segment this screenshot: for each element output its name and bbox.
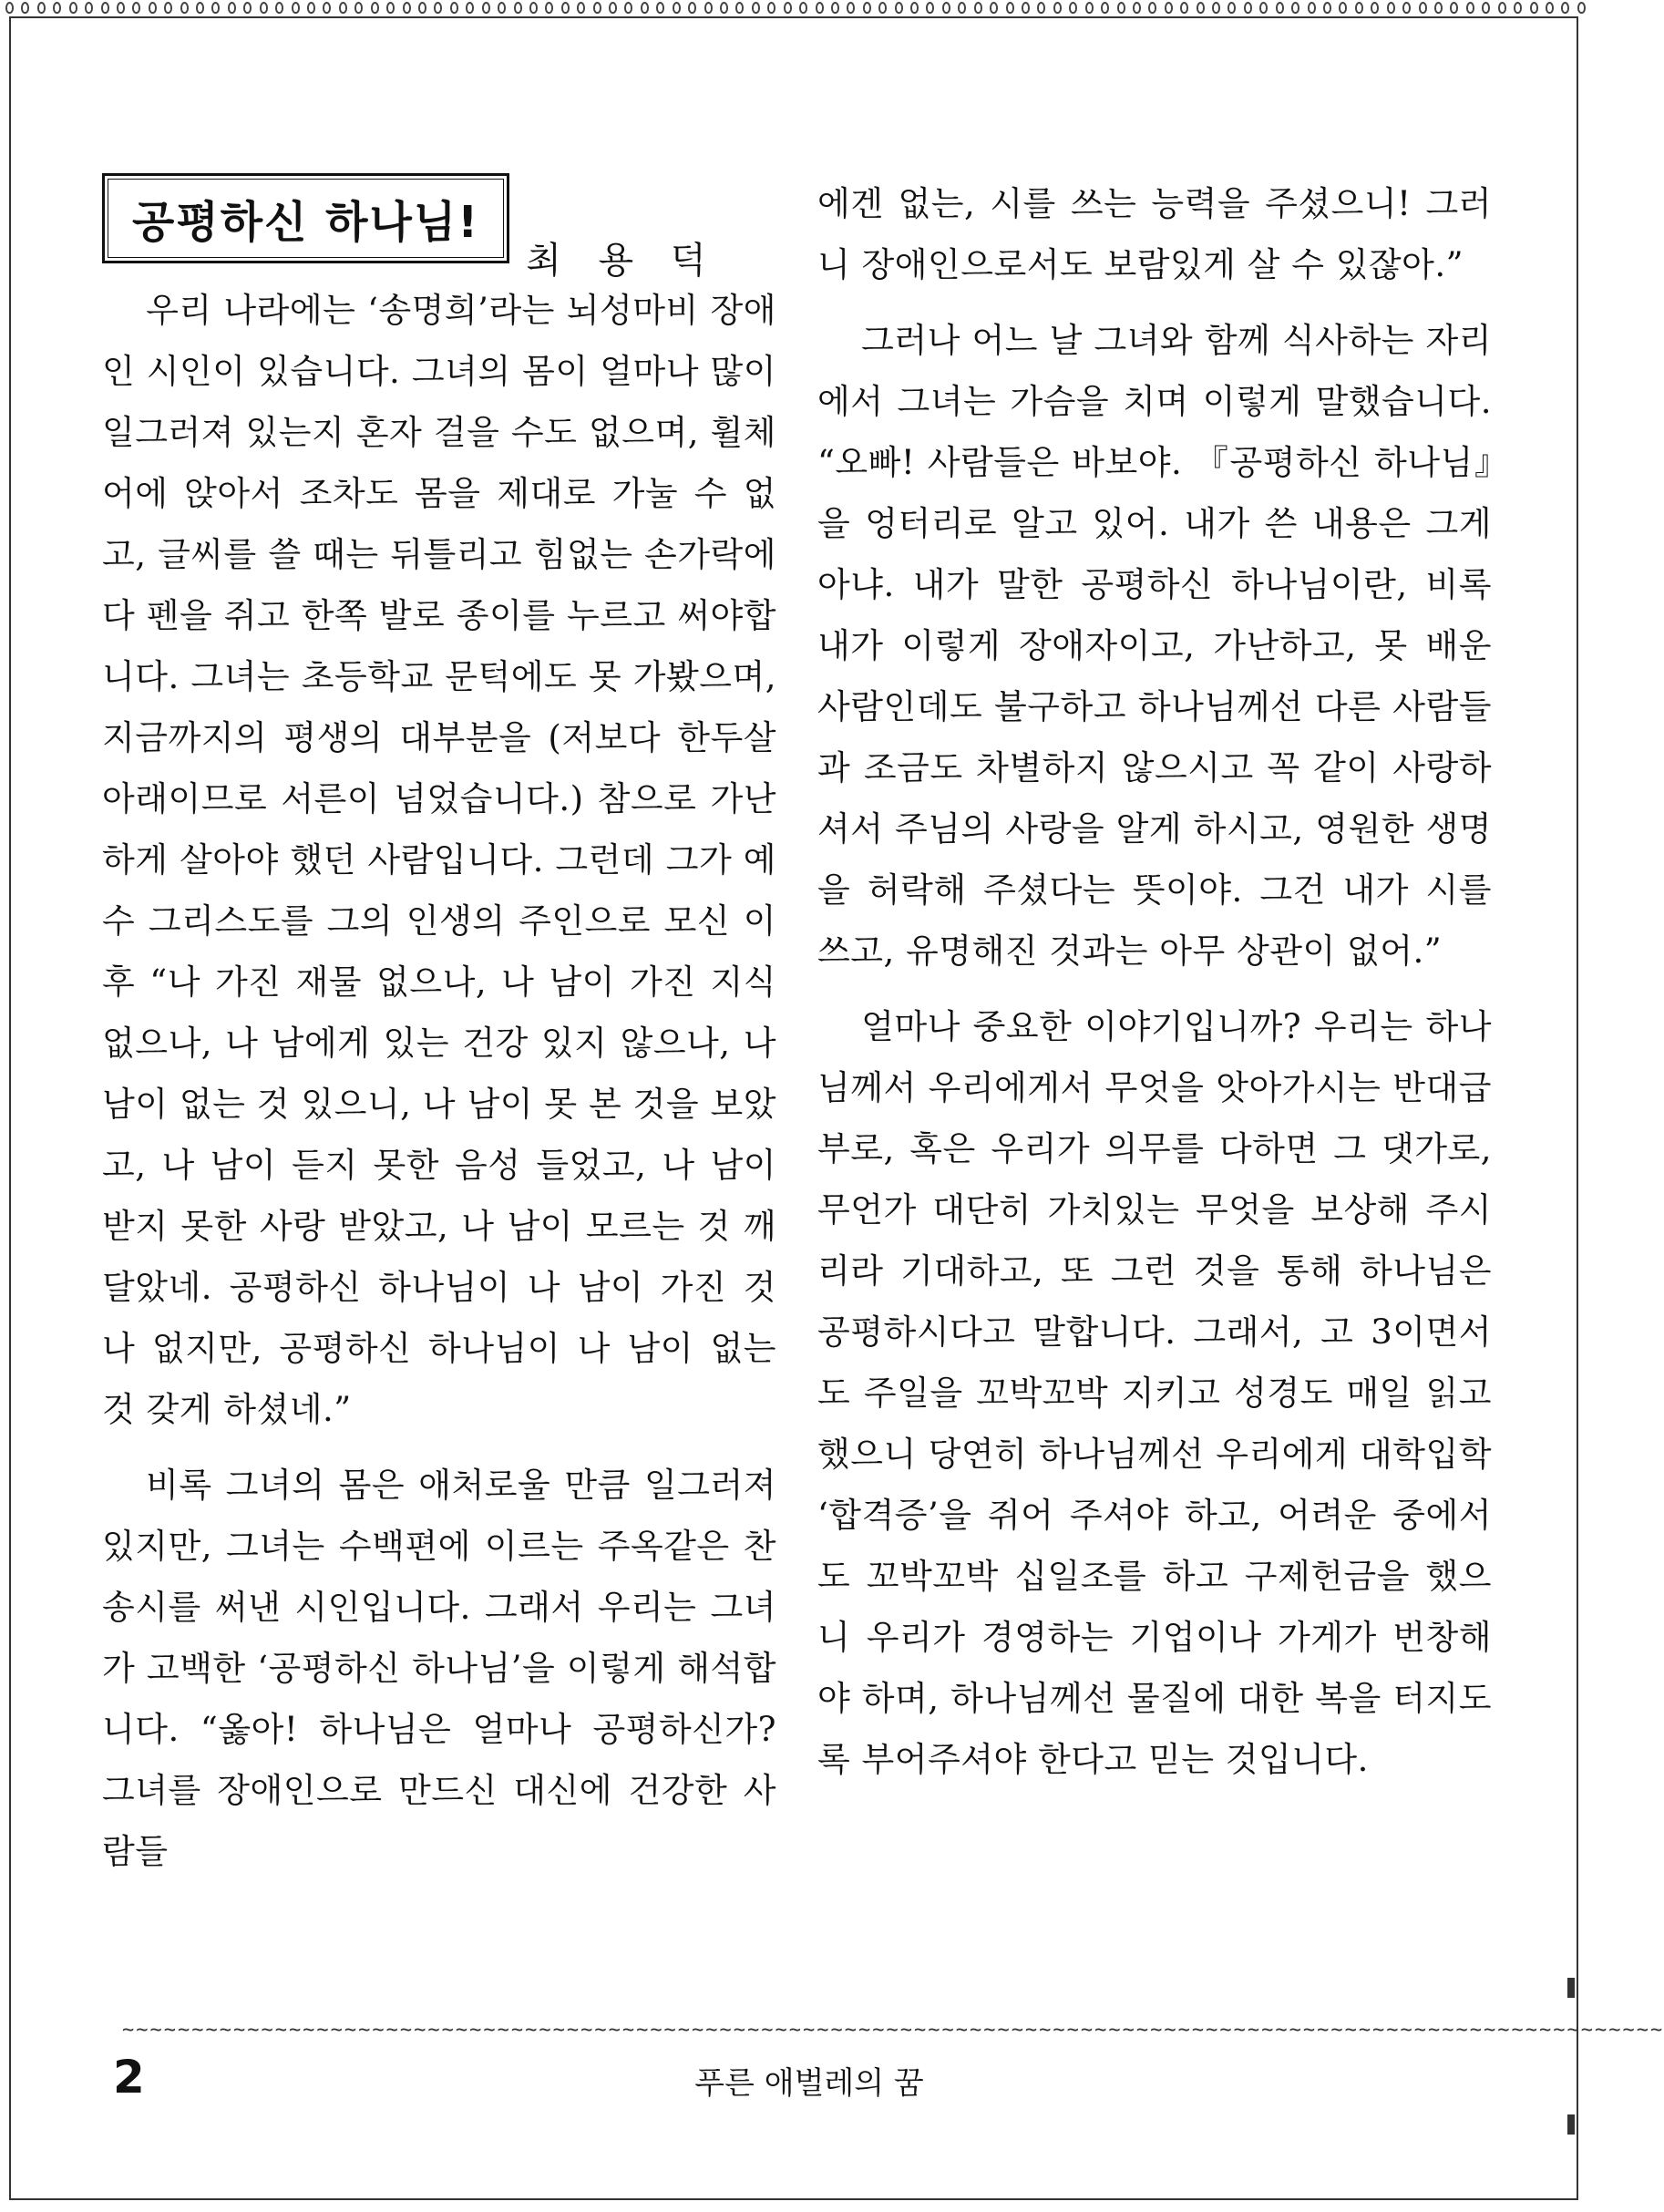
article-author: 최 용 덕 (526, 240, 719, 282)
title-row (102, 173, 776, 282)
footer-divider: ~~~~~~~~~~~~~~~~~~~~~~~~~~~~~~~~~~~~~~~~~~~~~~~~~~~~~~~~~~~~~~~~~~~~~~~~~~~~~~~~~~~~~~~~~~~~~~~~~~~~~~~~~~~~~~~ (122, 2019, 1664, 2042)
paragraph: 우리 나라에는 ‘송명희’라는 뇌성마비 장애인 시인이 있습니다. 그녀의 몸이 얼마나 많이 일그러져 있는지 혼자 걸을 수도 없으며, 휠체어에 앉아서 조차도 몸을 제대로 가눌 수 없고, 글씨를 쓸 때는 뒤틀리고 힘없는 손가락에다 펜을 쥐고 한쪽 발로 종이를 누르고 써야합니다. 그녀는 초등학교 문턱에도 못 가봤으며, 지금까지의 평생의 대부분을 (저보다 한두살 아래이므로 서른이 넘었습니다.) 참으로 가난하게 살아야 했던 사람입니다. 그런데 그가 예수 그리스도를 그의 인생의 주인으로 모신 이후 “나 가진 재물 없으나, 나 남이 가진 지식 없으나, 나 남에게 있는 건강 있지 않으나, 나 남이 없는 것 있으니, 나 남이 못 본 것을 보았고, 나 남이 듣지 못한 음성 들었고, 나 남이 받지 못한 사랑 받았고, 나 남이 모르는 것 깨달았네. 공평하신 하나님이 나 남이 가진 것 나 없지만, 공평하신 하나님이 나 남이 없는 것 갖게 하셨네.” (102, 291, 776, 1429)
title-box (102, 173, 509, 263)
spiral-binding (0, 0, 1591, 18)
article-title: 공평하신 하나님! (108, 179, 504, 258)
paragraph: 그러나 어느 날 그녀와 함께 식사하는 자리에서 그녀는 가슴을 치며 이렇게 말했습니다. “오빠! 사람들은 바보야. 『공평하신 하나님』을 엉터리로 알고 있어. 내가 쓴 내용은 그게 아냐. 내가 말한 공평하신 하나님이란, 비록 내가 이렇게 장애자이고, 가난하고, 못 배운 사람인데도 불구하고 하나님께선 다른 사람들과 조금도 차별하지 않으시고 꼭 같이 사랑하셔서 주님의 사랑을 알게 하시고, 영원한 생명을 허락해 주셨다는 뜻이야. 그건 내가 시를 쓰고, 유명해진 것과는 아무 상관이 없어.” (817, 321, 1492, 971)
magazine-title: 푸른 애벌레의 꿈 (694, 2065, 924, 2102)
page-number: 2 (113, 2051, 145, 2104)
article-body (102, 173, 1492, 2032)
edge-mark (1567, 1978, 1575, 1998)
left-column (102, 173, 776, 1897)
paragraph: 얼마나 중요한 이야기입니까? 우리는 하나님께서 우리에게서 무엇을 앗아가시는 반대급부로, 혹은 우리가 의무를 다하면 그 댓가로, 무언가 대단히 가치있는 무엇을 보상해 주시리라 기대하고, 또 그런 것을 통해 하나님은 공평하시다고 말합니다. 그래서, 고 3이면서도 주일을 꼬박꼬박 지키고 성경도 매일 읽고 했으니 당연히 하나님께선 우리에게 대학입학 ‘합격증’을 쥐어 주셔야 하고, 어려운 중에서도 꼬박꼬박 십일조를 하고 구제헌금을 했으니 우리가 경영하는 기업이나 가게가 번창해야 하며, 하나님께선 물질에 대한 복을 터지도록 부어주셔야 한다고 믿는 것입니다. (817, 1007, 1492, 1779)
paragraph: 비록 그녀의 몸은 애처로울 만큼 일그러져 있지만, 그녀는 수백편에 이르는 주옥같은 찬송시를 써낸 시인입니다. 그래서 우리는 그녀가 고백한 ‘공평하신 하나님’을 이렇게 해석합니다. “옳아! 하나님은 얼마나 공평하신가? 그녀를 장애인으로 만드신 대신에 건강한 사람들 (102, 1466, 776, 1871)
edge-mark (1567, 2114, 1575, 2135)
paragraph-continued: 에겐 없는, 시를 쓰는 능력을 주셨으니! 그러니 장애인으로서도 보람있게 살 수 있잖아.” (817, 184, 1492, 284)
right-column (817, 173, 1492, 1805)
